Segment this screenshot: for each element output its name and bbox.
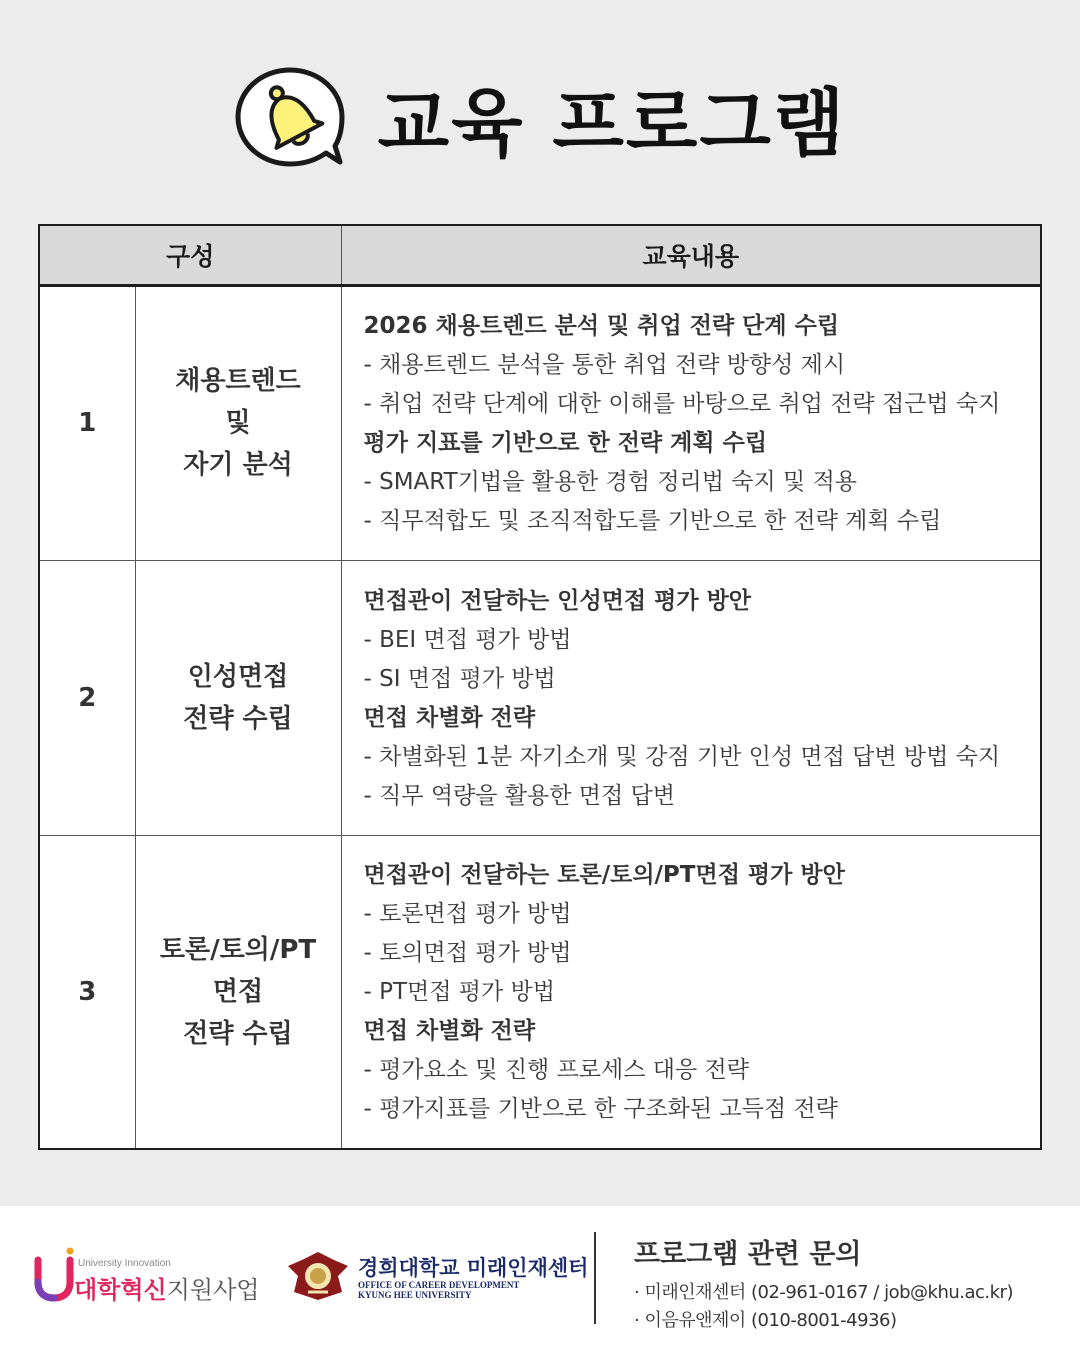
content-heading: 평가 지표를 기반으로 한 전략 계획 수립 (363, 430, 768, 456)
university-innovation-logo (34, 1246, 274, 1302)
row-number: 2 (39, 560, 135, 835)
topic-line: 면접 (212, 976, 264, 1007)
bell-icon (234, 66, 346, 170)
content-item: - 직무적합도 및 조직적합도를 기반으로 한 전략 계획 수립 (363, 508, 942, 534)
content-heading: 면접 차별화 전략 (363, 1018, 536, 1045)
table-header-row (39, 225, 1041, 285)
row-content (341, 835, 1041, 1149)
content-item: - PT면접 평가 방법 (363, 979, 555, 1006)
page-header (0, 58, 1080, 178)
content-heading: 면접관이 전달하는 인성면접 평가 방안 (363, 587, 752, 614)
row-number: 3 (39, 835, 135, 1149)
contact-info (634, 1232, 1064, 1335)
content-item: - SMART기법을 활용한 경험 정리법 숙지 및 적용 (363, 469, 857, 495)
row-content (341, 560, 1041, 835)
content-item: - 취업 전략 단계에 대한 이해를 바탕으로 취업 전략 접근법 숙지 (363, 391, 1001, 417)
content-item: - SI 면접 평가 방법 (363, 665, 556, 692)
khu-center-english: OFFICE OF CAREER DEVELOPMENT (358, 1280, 520, 1290)
content-heading: 2026 채용트렌드 분석 및 취업 전략 단계 수립 (363, 313, 840, 339)
content-item: - BEI 면접 평가 방법 (363, 626, 572, 653)
footer-divider (594, 1232, 596, 1324)
topic-line: 및 (225, 408, 251, 438)
row-topic (135, 560, 341, 835)
content-item: - 토의면접 평가 방법 (363, 940, 572, 967)
contact-line: · 미래인재센터 (02-961-0167 / job@khu.ac.kr) (634, 1282, 1013, 1303)
khu-career-center-logo (286, 1246, 589, 1306)
row-topic (135, 285, 341, 560)
table-row (39, 285, 1041, 560)
content-heading: 면접관이 전달하는 토론/토의/PT면접 평가 방안 (363, 862, 845, 889)
program-table (38, 224, 1042, 1150)
ui-logo-name (74, 1270, 260, 1305)
khu-emblem-icon (286, 1248, 350, 1304)
table-row (39, 835, 1041, 1149)
content-item: - 채용트렌드 분석을 통한 취업 전략 방향성 제시 (363, 352, 846, 378)
topic-line: 인성면접 (187, 661, 289, 692)
contact-line: · 이음유앤제이 (010-8001-4936) (634, 1310, 897, 1331)
topic-line: 토론/토의/PT (159, 934, 317, 965)
content-heading: 면접 차별화 전략 (363, 704, 536, 731)
content-item: - 직무 역량을 활용한 면접 답변 (363, 782, 675, 809)
ui-logo-rest: 지원사업 (166, 1276, 260, 1304)
ui-logo-highlight: 대학혁신 (74, 1276, 167, 1304)
topic-line: 전략 수립 (183, 703, 293, 734)
content-item: - 평가지표를 기반으로 한 구조화된 고득점 전략 (363, 1096, 838, 1123)
content-item: - 평가요소 및 진행 프로세스 대응 전략 (363, 1057, 749, 1084)
page-title: 교육 프로그램 (377, 81, 847, 167)
ui-logo-icon (34, 1246, 74, 1302)
footer (0, 1206, 1080, 1350)
column-header-composition: 구성 (39, 225, 341, 285)
topic-line: 전략 수립 (183, 1018, 293, 1049)
content-item: - 차별화된 1분 자기소개 및 강점 기반 인성 면접 답변 방법 숙지 (363, 743, 1001, 770)
content-item: - 토론면접 평가 방법 (363, 901, 572, 928)
column-header-content: 교육내용 (341, 225, 1041, 285)
row-topic (135, 835, 341, 1149)
khu-university-english: KYUNG HEE UNIVERSITY (358, 1290, 472, 1300)
topic-line: 자기 분석 (183, 450, 293, 480)
topic-line: 채용트렌드 (175, 366, 301, 396)
khu-center-name: 경희대학교 미래인재센터 (358, 1256, 589, 1280)
row-number: 1 (39, 285, 135, 560)
ui-logo-subtitle: University Innovation (78, 1258, 171, 1269)
contact-title: 프로그램 관련 문의 (634, 1239, 862, 1270)
table-row (39, 560, 1041, 835)
row-content (341, 285, 1041, 560)
